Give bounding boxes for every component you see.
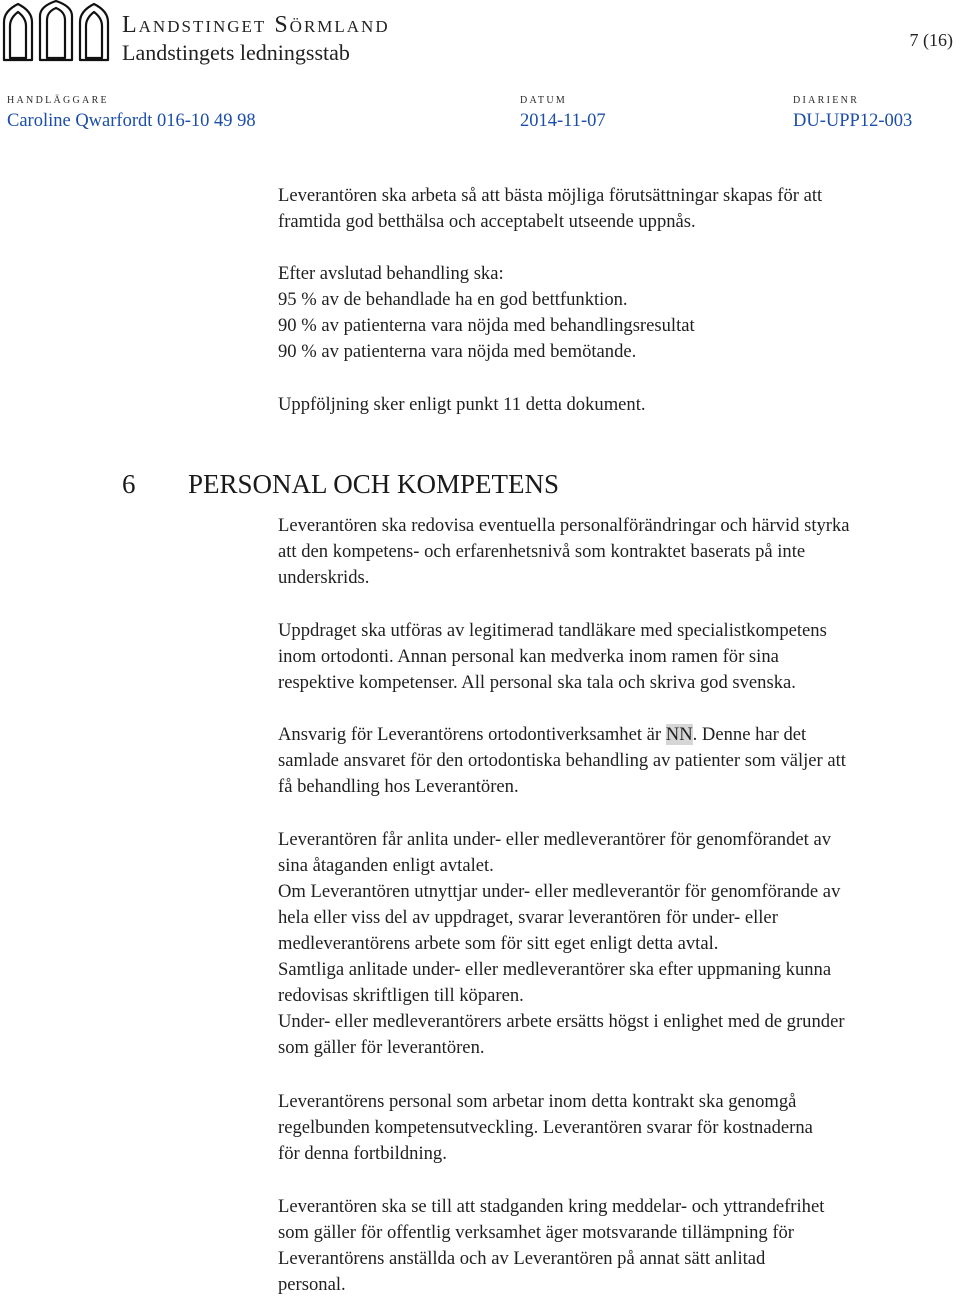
text-line: för denna fortbildning. (278, 1143, 447, 1164)
text-line: Leverantören ska redovisa eventuella personalförändringar och härvid styrka (278, 515, 850, 536)
datum-value: 2014-11-07 (520, 111, 606, 131)
text-line: att den kompetens- och erfarenhetsnivå som kontraktet baserats på inte (278, 541, 806, 562)
section-paragraph-6 (278, 1194, 958, 1298)
text-line: medleverantörens arbete som för sitt eget enligt detta avtal. (278, 933, 719, 954)
text-line: Efter avslutad behandling ska: (278, 263, 504, 284)
text-line: Om Leverantören utnyttjar under- eller medleverantör för genomförande av (278, 881, 841, 902)
text-line: respektive kompetenser. All personal ska tala och skriva god svenska. (278, 672, 796, 693)
text-line: sina åtaganden enligt avtalet. (278, 855, 494, 876)
text-line: Samtliga anlitade under- eller medleverantörer ska efter uppmaning kunna (278, 959, 832, 980)
text-line: personal. (278, 1274, 346, 1295)
text-line: Leverantören ska arbeta så att bästa möjliga förutsättningar skapas för att (278, 185, 823, 206)
text-line (278, 722, 958, 748)
text-line: 90 % av patienterna vara nöjda med behandlingsresultat (278, 315, 695, 336)
section-paragraph-4 (278, 827, 958, 1061)
section-paragraph-3 (278, 722, 958, 800)
text-fragment: Ansvarig för Leverantörens ortodontiverksamhet är (278, 724, 666, 745)
text-fragment: . Denne har det (692, 724, 807, 745)
datum-label: DATUM (520, 95, 568, 106)
intro-paragraph-1 (278, 183, 958, 235)
intro-paragraph-3 (278, 392, 958, 418)
text-line: Leverantörens anställda och av Leverantören på annat sätt anlitad (278, 1248, 766, 1269)
handlaggare-value: Caroline Qwarfordt 016-10 49 98 (7, 111, 256, 131)
text-line: Leverantören ska se till att stadganden kring meddelar- och yttrandefrihet (278, 1196, 825, 1217)
text-line: Uppdraget ska utföras av legitimerad tandläkare med specialistkompetens (278, 620, 827, 641)
text-line: redovisas skriftligen till köparen. (278, 985, 524, 1006)
landstinget-logo (0, 0, 112, 66)
section-paragraph-1 (278, 513, 958, 591)
text-line: inom ortodonti. Annan personal kan medverka inom ramen för sina (278, 646, 779, 667)
organization-subtitle: Landstingets ledningsstab (122, 40, 350, 65)
text-line: samlade ansvaret för den ortodontiska behandling av patienter som väljer att (278, 750, 846, 771)
text-line: Uppföljning sker enligt punkt 11 detta dokument. (278, 394, 646, 415)
text-line: Under- eller medleverantörers arbete ersätts högst i enlighet med de grunder (278, 1011, 845, 1032)
text-line: som gäller för leverantören. (278, 1037, 485, 1058)
text-line: framtida god betthälsa och acceptabelt utseende uppnås. (278, 211, 696, 232)
text-line: få behandling hos Leverantören. (278, 776, 519, 797)
text-line: Leverantören får anlita under- eller medleverantörer för genomförandet av (278, 829, 832, 850)
section-paragraph-2 (278, 618, 958, 696)
text-line: 90 % av patienterna vara nöjda med bemötande. (278, 341, 637, 362)
text-line: som gäller för offentlig verksamhet äger motsvarande tillämpning för (278, 1222, 794, 1243)
page-number: 7 (16) (909, 30, 953, 50)
section-number: 6 (122, 469, 136, 499)
section-title: PERSONAL OCH KOMPETENS (188, 469, 560, 499)
intro-paragraph-2 (278, 261, 958, 365)
text-line: underskrids. (278, 567, 370, 588)
text-line: Leverantörens personal som arbetar inom detta kontrakt ska genomgå (278, 1091, 797, 1112)
section-paragraph-5 (278, 1089, 958, 1167)
text-line: regelbunden kompetensutveckling. Leverantören svarar för kostnaderna (278, 1117, 813, 1138)
diarienr-label: DIARIENR (793, 95, 860, 106)
highlighted-placeholder: NN (665, 724, 693, 745)
text-line: hela eller viss del av uppdraget, svarar leverantören för under- eller (278, 907, 778, 928)
organization-name: Landstinget Sörmland (122, 12, 390, 38)
handlaggare-label: HANDLÄGGARE (7, 95, 109, 106)
text-line: 95 % av de behandlade ha en god bettfunktion. (278, 289, 628, 310)
diarienr-value: DU-UPP12-003 (793, 111, 913, 131)
